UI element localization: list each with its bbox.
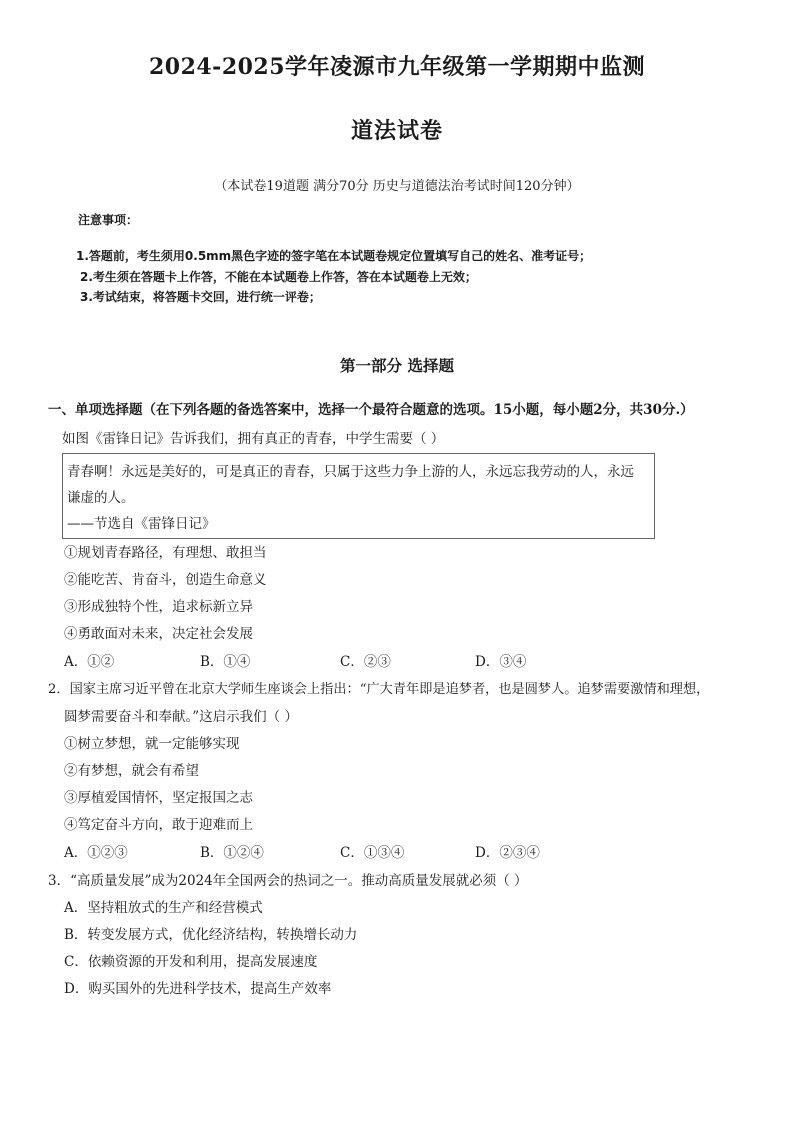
option-b: B．①④ — [200, 654, 251, 670]
option-d: D．②③④ — [475, 845, 540, 861]
question-2-stem: 2．国家主席习近平曾在北京大学师生座谈会上指出：“广大青年即是追梦者，也是圆梦人。追梦需要激情和理想， — [48, 682, 710, 697]
option-a: A．坚持粗放式的生产和经营模式 — [64, 900, 263, 916]
statement: ③形成独特个性，追求标新立异 — [64, 599, 253, 615]
option-c: C．依赖资源的开发和利用，提高发展速度 — [64, 954, 318, 970]
statement: ①树立梦想，就一定能够实现 — [64, 736, 240, 752]
option-b: B．①②④ — [200, 845, 264, 861]
option-d: D．购买国外的先进科学技术，提高生产效率 — [64, 981, 332, 997]
notice-item: 3.考试结束，将答题卡交回，进行统一评卷； — [80, 290, 321, 304]
question-2-stem-cont: 圆梦需要奋斗和奉献。”这启示我们（ ） — [64, 709, 298, 725]
statement: ③厚植爱国情怀，坚定报国之志 — [64, 790, 253, 806]
option-d: D．③④ — [475, 654, 527, 670]
part-title: 第一部分 选择题 — [340, 356, 454, 375]
statement: ④笃定奋斗方向，敢于迎难而上 — [64, 817, 253, 833]
exam-subtitle: 道法试卷 — [350, 118, 443, 144]
option-a: A．①②③ — [64, 845, 128, 861]
question-1-stem: 如图《雷锋日记》告诉我们，拥有真正的青春，中学生需要（ ） — [62, 431, 445, 447]
notice-item: 2.考生须在答题卡上作答，不能在本试题卷上作答，答在本试题卷上无效； — [80, 270, 477, 284]
statement: ④勇敢面对未来，决定社会发展 — [64, 626, 253, 642]
notice-heading: 注意事项： — [78, 213, 139, 227]
quote-box — [62, 453, 655, 539]
option-c: C．①③④ — [340, 845, 405, 861]
option-c: C．②③ — [340, 654, 391, 670]
quote-line: 青春啊！永远是美好的，可是真正的青春，只属于这些力争上游的人，永远忘我劳动的人，永远 — [67, 464, 634, 480]
notice-item: 1.答题前，考生须用0.5mm黑色字迹的签字笔在本试题卷规定位置填写自己的姓名、准考证号； — [76, 249, 592, 263]
section-title: 一、单项选择题（在下列各题的备选答案中，选择一个最符合题意的选项。15小题，每小题2分，共30分.） — [48, 402, 694, 418]
question-3-stem: 3．“高质量发展”成为2024年全国两会的热词之一。推动高质量发展就必须（ ） — [48, 873, 528, 889]
option-a: A．①② — [64, 654, 115, 670]
option-b: B．转变发展方式，优化经济结构，转换增长动力 — [64, 927, 358, 943]
statement: ②能吃苦、肯奋斗，创造生命意义 — [64, 572, 267, 588]
quote-line: 谦虚的人。 — [67, 490, 135, 506]
statement: ②有梦想，就会有希望 — [64, 763, 199, 779]
statement: ①规划青春路径，有理想、敢担当 — [64, 545, 267, 561]
exam-info: （本试卷19道题 满分70分 历史与道德法治考试时间120分钟） — [214, 179, 580, 194]
quote-source: ——节选自《雷锋日记》 — [67, 516, 216, 532]
exam-title: 2024-2025学年凌源市九年级第一学期期中监测 — [148, 54, 646, 80]
